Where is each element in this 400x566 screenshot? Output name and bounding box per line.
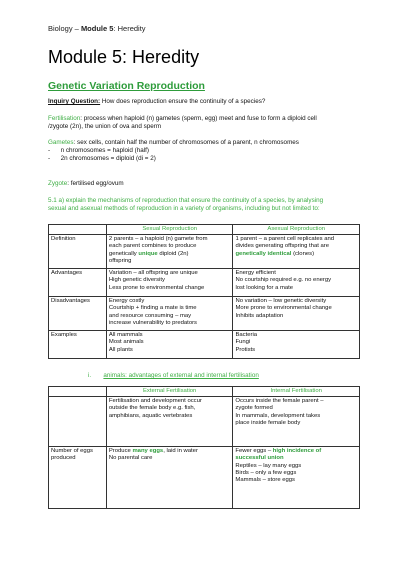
cell-text: amphibians, aquatic vertebrates (108, 412, 193, 419)
cell-text: (clones) (291, 250, 315, 257)
cell-line (235, 243, 357, 250)
cell-line (109, 455, 231, 462)
cell-text: Produce (108, 448, 133, 455)
cell-line (235, 463, 357, 470)
subsection-heading (88, 372, 400, 380)
highlight-text: many eggs (132, 448, 164, 455)
cell-line (235, 298, 357, 305)
cell-line (235, 470, 357, 477)
cell-text: Most animals (108, 339, 144, 346)
cell-text: All plants (108, 346, 133, 353)
fertilisation-term: Fertilisation (48, 115, 81, 122)
cell-text: genetically (108, 250, 139, 257)
cell-text: Courtship + finding a mate is time (108, 305, 197, 312)
table-row (49, 297, 360, 331)
table-cell-sexual (106, 235, 233, 269)
cell-text: each parent combines to produce (108, 243, 197, 250)
cell-line (109, 298, 231, 305)
cell-text: All mammals (108, 332, 143, 339)
cell-text: zygote formed (235, 405, 273, 412)
header-subject: Biology – (48, 24, 81, 33)
cell-text: 2 parents – a haploid (n) gamete from (108, 236, 208, 243)
inquiry-text: How does reproduction ensure the continuity of a species? (100, 98, 266, 105)
zygote-def: : fertilised egg/ovum (67, 180, 124, 187)
row-label: Definition (49, 235, 107, 269)
section-title: Genetic Variation Reproduction (48, 80, 205, 92)
table-cell-external (106, 397, 233, 447)
cell-line (235, 251, 357, 258)
syllabus-outcome (48, 197, 378, 213)
cell-text: , laid in water (163, 448, 198, 455)
cell-text: Energy costly (108, 298, 145, 305)
row-label (49, 397, 107, 447)
empty-header-cell (49, 225, 107, 235)
cell-text: Birds – only a few eggs (235, 469, 297, 476)
table-header-row (49, 225, 360, 235)
row-label: Examples (49, 331, 107, 359)
highlight-text: high incidence of (272, 448, 322, 455)
cell-text: High genetic diversity (108, 277, 165, 284)
cell-line (235, 313, 357, 320)
cell-line (109, 313, 231, 320)
cell-line (109, 258, 231, 265)
bullet-haploid-text: n chromosomes = haploid (half) (60, 147, 149, 154)
reproduction-table (48, 224, 360, 359)
cell-line (109, 251, 231, 258)
cell-line (109, 305, 231, 312)
cell-line (109, 236, 231, 243)
cell-line (235, 332, 357, 339)
cell-text: Fungi (235, 339, 251, 346)
cell-text: Fertilisation and development occur (108, 398, 202, 405)
cell-line (109, 243, 231, 250)
table-cell-external (106, 447, 233, 509)
table-cell-asexual (233, 269, 360, 297)
cell-text: Variation – all offspring are unique (108, 270, 198, 277)
empty-header-cell (49, 387, 107, 397)
table-row (49, 447, 360, 509)
cell-line (109, 277, 231, 284)
subsection-numeral: i. (88, 372, 92, 379)
fertilisation-table (48, 386, 360, 509)
cell-line (109, 347, 231, 354)
cell-line (109, 339, 231, 346)
cell-text: offspring (108, 257, 132, 264)
cell-line (109, 405, 231, 412)
header-module: Module 5 (80, 24, 114, 33)
subsection-text: animals: advantages of external and internal fertilisation (103, 372, 259, 379)
cell-text: No variation – low genetic diversity (235, 298, 327, 305)
inquiry-question (48, 98, 368, 106)
fertilisation-definition (48, 115, 368, 131)
cell-line (109, 448, 231, 455)
table-header-row (49, 387, 360, 397)
zygote-definition (48, 180, 368, 188)
cell-line (235, 347, 357, 354)
bullet-diploid: - 2n chromosomes = diploid (di = 2) (48, 155, 156, 162)
table-cell-sexual (106, 269, 233, 297)
cell-line (235, 448, 357, 455)
header-internal: Internal Fertilisation (233, 387, 360, 397)
highlight-text: genetically identical (235, 250, 292, 257)
cell-text: Mammals – store eggs (235, 477, 296, 484)
header-asexual: Asexual Reproduction (233, 225, 360, 235)
cell-text: Fewer eggs – (235, 448, 273, 455)
table-row (49, 331, 360, 359)
page-title: Module 5: Heredity (48, 47, 200, 67)
gametes-definition (48, 139, 368, 163)
cell-text: diploid (2n) (157, 250, 189, 257)
cell-text: increase vulnerability to predators (108, 319, 197, 326)
table-row (49, 235, 360, 269)
table-cell-internal (233, 397, 360, 447)
cell-text: Less prone to environmental change (108, 284, 205, 291)
table-cell-internal (233, 447, 360, 509)
table-cell-asexual (233, 331, 360, 359)
cell-line (109, 332, 231, 339)
table-cell-sexual (106, 297, 233, 331)
header-rest: : Heredity (113, 24, 146, 33)
row-label: Advantages (49, 269, 107, 297)
cell-text: In mammals, development takes (235, 412, 321, 419)
cell-text: and resource consuming – may (108, 312, 192, 319)
cell-text: Reptiles – lay many eggs (235, 462, 302, 469)
bullet-diploid-text: 2n chromosomes = diploid (di = 2) (60, 155, 156, 162)
table-cell-asexual (233, 297, 360, 331)
cell-line (109, 270, 231, 277)
table-row (49, 397, 360, 447)
cell-text: No courtship required e.g. no energy (235, 277, 332, 284)
row-label: Disadvantages (49, 297, 107, 331)
cell-text: Inhibits adaptation (235, 312, 284, 319)
cell-line (235, 398, 357, 405)
cell-text: 1 parent – a parent cell replicates and (235, 236, 335, 243)
table-row (49, 269, 360, 297)
fertilisation-def-line1: : process when haploid (n) gametes (sperm, egg) meet and fuse to form a diploid cell (80, 115, 317, 122)
cell-line (235, 455, 357, 462)
cell-line (109, 320, 231, 327)
cell-text: Occurs inside the female parent – (235, 398, 324, 405)
cell-text: divides generating offspring that are (235, 243, 330, 250)
cell-line (235, 270, 357, 277)
cell-text: Energy efficient (235, 270, 276, 277)
header-external: External Fertilisation (106, 387, 233, 397)
gametes-def: : sex cells, contain half the number of chromosomes of a parent, n chromosomes (73, 139, 299, 146)
outcome-line2: sexual and asexual methods of reproduction in a variety of organisms, including but not limited to: (48, 205, 320, 212)
cell-line (235, 405, 357, 412)
cell-line (235, 477, 357, 484)
header-sexual: Sexual Reproduction (106, 225, 233, 235)
cell-line (109, 413, 231, 420)
outcome-line1: 5.1 a) explain the mechanisms of reproduction that ensure the continuity of a species, by analysing (48, 197, 324, 204)
cell-line (235, 420, 357, 427)
fertilisation-def-line2: /zygote (2n), the union of ova and sperm (48, 123, 162, 130)
cell-line (235, 413, 357, 420)
highlight-text: unique (138, 250, 158, 257)
cell-text: More prone to environmental change (235, 305, 332, 312)
gametes-term: Gametes (48, 139, 74, 146)
row-label: Number of eggs produced (49, 447, 107, 509)
cell-text: Protists (235, 346, 256, 353)
table-cell-asexual (233, 235, 360, 269)
cell-text: outside the female body e.g. fish, (108, 405, 196, 412)
zygote-term: Zygote (48, 180, 68, 187)
inquiry-label: Inquiry Question: (48, 98, 101, 105)
running-header (48, 24, 146, 33)
highlight-text: successful union (235, 455, 284, 462)
cell-line (235, 236, 357, 243)
cell-line (109, 398, 231, 405)
cell-line (235, 339, 357, 346)
cell-line (235, 277, 357, 284)
cell-text: Bacteria (235, 332, 258, 339)
cell-line (235, 305, 357, 312)
cell-text: lost looking for a mate (235, 284, 294, 291)
cell-text: place inside female body (235, 419, 301, 426)
cell-text: No parental care (108, 455, 153, 462)
cell-line (235, 285, 357, 292)
table-cell-sexual (106, 331, 233, 359)
cell-line (109, 285, 231, 292)
bullet-haploid: - n chromosomes = haploid (half) (48, 147, 149, 154)
